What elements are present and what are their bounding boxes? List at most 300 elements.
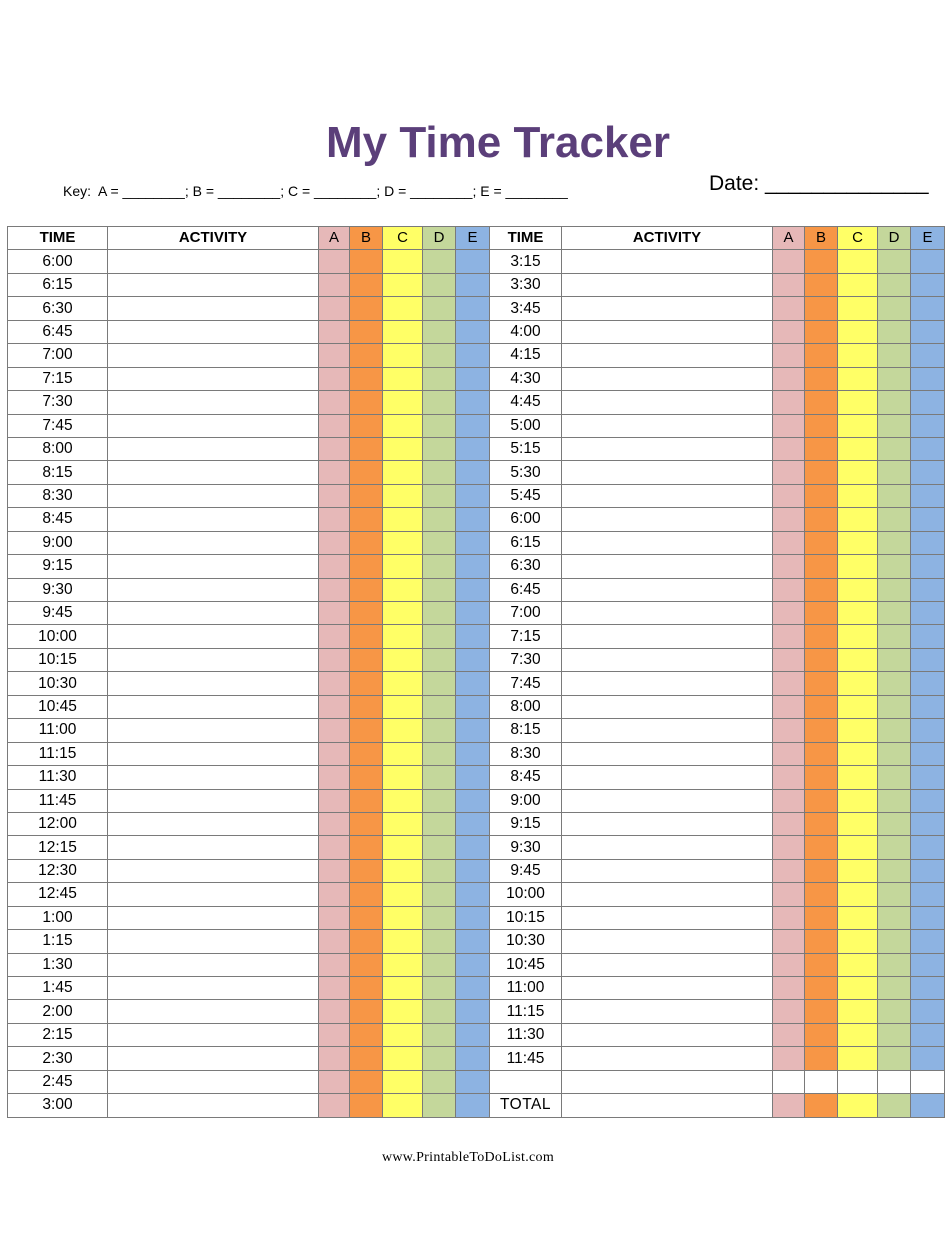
activity-cell[interactable]: [562, 789, 773, 812]
category-d-cell[interactable]: [423, 883, 456, 906]
category-d-cell[interactable]: [878, 273, 911, 296]
category-a-cell[interactable]: [319, 766, 350, 789]
category-a-cell[interactable]: [319, 414, 350, 437]
category-e-cell[interactable]: [456, 812, 490, 835]
category-b-cell[interactable]: [805, 250, 838, 273]
category-d-cell[interactable]: [423, 1023, 456, 1046]
category-b-cell[interactable]: [350, 1070, 383, 1093]
category-d-cell[interactable]: [423, 391, 456, 414]
category-b-cell[interactable]: [350, 953, 383, 976]
category-c-cell[interactable]: [838, 437, 878, 460]
category-d-cell[interactable]: [878, 1070, 911, 1093]
category-c-cell[interactable]: [383, 391, 423, 414]
category-d-cell[interactable]: [423, 625, 456, 648]
category-c-cell[interactable]: [838, 414, 878, 437]
activity-cell[interactable]: [108, 578, 319, 601]
category-d-cell[interactable]: [423, 250, 456, 273]
activity-cell[interactable]: [562, 250, 773, 273]
category-a-cell[interactable]: [773, 578, 805, 601]
category-d-cell[interactable]: [423, 695, 456, 718]
category-c-cell[interactable]: [838, 930, 878, 953]
category-a-cell[interactable]: [773, 602, 805, 625]
category-a-cell[interactable]: [773, 320, 805, 343]
category-e-cell[interactable]: [456, 1023, 490, 1046]
category-a-cell[interactable]: [319, 930, 350, 953]
category-e-cell[interactable]: [456, 602, 490, 625]
activity-cell[interactable]: [108, 625, 319, 648]
category-d-cell[interactable]: [423, 1047, 456, 1070]
category-d-cell[interactable]: [878, 555, 911, 578]
category-e-cell[interactable]: [456, 1094, 490, 1117]
category-e-cell[interactable]: [456, 1000, 490, 1023]
category-b-cell[interactable]: [805, 367, 838, 390]
category-b-cell[interactable]: [350, 344, 383, 367]
category-b-cell[interactable]: [805, 602, 838, 625]
category-a-cell[interactable]: [773, 906, 805, 929]
category-c-cell[interactable]: [838, 766, 878, 789]
category-b-cell[interactable]: [350, 859, 383, 882]
category-a-cell[interactable]: [773, 391, 805, 414]
category-b-cell[interactable]: [805, 836, 838, 859]
activity-cell[interactable]: [108, 508, 319, 531]
category-b-cell[interactable]: [350, 1047, 383, 1070]
category-b-cell[interactable]: [805, 508, 838, 531]
category-e-cell[interactable]: [456, 531, 490, 554]
category-e-cell[interactable]: [456, 836, 490, 859]
category-a-cell[interactable]: [773, 273, 805, 296]
category-b-cell[interactable]: [805, 391, 838, 414]
category-d-cell[interactable]: [423, 648, 456, 671]
category-a-cell[interactable]: [319, 391, 350, 414]
category-c-cell[interactable]: [383, 414, 423, 437]
category-c-cell[interactable]: [383, 953, 423, 976]
category-b-cell[interactable]: [350, 719, 383, 742]
activity-cell[interactable]: [562, 742, 773, 765]
category-c-cell[interactable]: [383, 1000, 423, 1023]
category-b-cell[interactable]: [350, 1094, 383, 1117]
activity-cell[interactable]: [562, 906, 773, 929]
category-b-cell[interactable]: [350, 812, 383, 835]
category-a-cell[interactable]: [319, 836, 350, 859]
category-e-cell[interactable]: [911, 930, 945, 953]
category-a-cell[interactable]: [773, 1070, 805, 1093]
activity-cell[interactable]: [562, 625, 773, 648]
category-a-cell[interactable]: [319, 250, 350, 273]
category-b-cell[interactable]: [350, 391, 383, 414]
category-a-cell[interactable]: [773, 555, 805, 578]
category-a-cell[interactable]: [319, 859, 350, 882]
total-b-cell[interactable]: [805, 1094, 838, 1117]
category-c-cell[interactable]: [383, 719, 423, 742]
category-e-cell[interactable]: [911, 602, 945, 625]
category-a-cell[interactable]: [773, 250, 805, 273]
category-d-cell[interactable]: [423, 859, 456, 882]
category-a-cell[interactable]: [773, 930, 805, 953]
category-d-cell[interactable]: [878, 719, 911, 742]
category-e-cell[interactable]: [456, 578, 490, 601]
category-d-cell[interactable]: [423, 297, 456, 320]
activity-cell[interactable]: [108, 273, 319, 296]
category-a-cell[interactable]: [319, 1023, 350, 1046]
category-e-cell[interactable]: [456, 859, 490, 882]
category-e-cell[interactable]: [456, 977, 490, 1000]
category-c-cell[interactable]: [838, 344, 878, 367]
category-d-cell[interactable]: [878, 250, 911, 273]
category-a-cell[interactable]: [773, 367, 805, 390]
category-e-cell[interactable]: [911, 789, 945, 812]
activity-cell[interactable]: [108, 906, 319, 929]
category-e-cell[interactable]: [456, 320, 490, 343]
category-c-cell[interactable]: [838, 789, 878, 812]
category-a-cell[interactable]: [773, 344, 805, 367]
category-e-cell[interactable]: [456, 930, 490, 953]
category-b-cell[interactable]: [350, 484, 383, 507]
category-b-cell[interactable]: [805, 672, 838, 695]
category-c-cell[interactable]: [383, 742, 423, 765]
category-e-cell[interactable]: [456, 461, 490, 484]
category-b-cell[interactable]: [805, 1000, 838, 1023]
category-b-cell[interactable]: [350, 742, 383, 765]
total-d-cell[interactable]: [878, 1094, 911, 1117]
category-e-cell[interactable]: [911, 836, 945, 859]
category-b-cell[interactable]: [350, 977, 383, 1000]
category-e-cell[interactable]: [456, 437, 490, 460]
activity-cell[interactable]: [562, 672, 773, 695]
category-e-cell[interactable]: [911, 859, 945, 882]
activity-cell[interactable]: [562, 461, 773, 484]
category-c-cell[interactable]: [383, 344, 423, 367]
category-d-cell[interactable]: [423, 320, 456, 343]
category-a-cell[interactable]: [773, 625, 805, 648]
category-a-cell[interactable]: [319, 789, 350, 812]
category-d-cell[interactable]: [878, 906, 911, 929]
category-e-cell[interactable]: [911, 1070, 945, 1093]
activity-cell[interactable]: [108, 672, 319, 695]
category-e-cell[interactable]: [456, 695, 490, 718]
category-e-cell[interactable]: [456, 1070, 490, 1093]
category-e-cell[interactable]: [911, 367, 945, 390]
category-c-cell[interactable]: [383, 250, 423, 273]
category-e-cell[interactable]: [911, 977, 945, 1000]
category-e-cell[interactable]: [911, 953, 945, 976]
category-a-cell[interactable]: [773, 1023, 805, 1046]
category-c-cell[interactable]: [838, 906, 878, 929]
category-d-cell[interactable]: [423, 461, 456, 484]
category-a-cell[interactable]: [319, 648, 350, 671]
activity-cell[interactable]: [562, 602, 773, 625]
category-c-cell[interactable]: [383, 625, 423, 648]
category-d-cell[interactable]: [878, 1047, 911, 1070]
category-c-cell[interactable]: [838, 1070, 878, 1093]
category-c-cell[interactable]: [838, 883, 878, 906]
category-c-cell[interactable]: [383, 930, 423, 953]
category-a-cell[interactable]: [319, 625, 350, 648]
category-e-cell[interactable]: [911, 648, 945, 671]
category-d-cell[interactable]: [423, 555, 456, 578]
category-c-cell[interactable]: [838, 859, 878, 882]
category-b-cell[interactable]: [350, 461, 383, 484]
category-e-cell[interactable]: [911, 437, 945, 460]
category-c-cell[interactable]: [838, 812, 878, 835]
category-d-cell[interactable]: [878, 930, 911, 953]
category-a-cell[interactable]: [319, 1047, 350, 1070]
category-e-cell[interactable]: [456, 625, 490, 648]
activity-cell[interactable]: [108, 391, 319, 414]
activity-cell[interactable]: [562, 930, 773, 953]
category-b-cell[interactable]: [350, 789, 383, 812]
category-c-cell[interactable]: [383, 461, 423, 484]
activity-cell[interactable]: [562, 695, 773, 718]
category-c-cell[interactable]: [383, 672, 423, 695]
category-e-cell[interactable]: [456, 648, 490, 671]
category-b-cell[interactable]: [350, 555, 383, 578]
category-c-cell[interactable]: [838, 578, 878, 601]
category-e-cell[interactable]: [456, 906, 490, 929]
category-b-cell[interactable]: [350, 766, 383, 789]
category-d-cell[interactable]: [878, 883, 911, 906]
category-b-cell[interactable]: [805, 461, 838, 484]
category-e-cell[interactable]: [911, 461, 945, 484]
category-a-cell[interactable]: [319, 883, 350, 906]
category-c-cell[interactable]: [383, 297, 423, 320]
activity-cell[interactable]: [562, 273, 773, 296]
category-d-cell[interactable]: [878, 367, 911, 390]
activity-cell[interactable]: [562, 766, 773, 789]
category-c-cell[interactable]: [383, 367, 423, 390]
category-b-cell[interactable]: [350, 836, 383, 859]
category-b-cell[interactable]: [805, 625, 838, 648]
activity-cell[interactable]: [108, 461, 319, 484]
activity-cell[interactable]: [108, 719, 319, 742]
activity-cell[interactable]: [108, 953, 319, 976]
category-d-cell[interactable]: [878, 1023, 911, 1046]
category-e-cell[interactable]: [911, 719, 945, 742]
category-d-cell[interactable]: [423, 812, 456, 835]
category-e-cell[interactable]: [911, 555, 945, 578]
category-b-cell[interactable]: [350, 695, 383, 718]
category-d-cell[interactable]: [423, 484, 456, 507]
category-b-cell[interactable]: [805, 906, 838, 929]
category-e-cell[interactable]: [456, 508, 490, 531]
category-b-cell[interactable]: [805, 859, 838, 882]
category-a-cell[interactable]: [773, 883, 805, 906]
category-b-cell[interactable]: [350, 508, 383, 531]
category-c-cell[interactable]: [838, 320, 878, 343]
category-c-cell[interactable]: [838, 602, 878, 625]
category-d-cell[interactable]: [423, 508, 456, 531]
category-a-cell[interactable]: [773, 414, 805, 437]
category-b-cell[interactable]: [805, 320, 838, 343]
category-d-cell[interactable]: [878, 789, 911, 812]
category-a-cell[interactable]: [319, 977, 350, 1000]
activity-cell[interactable]: [108, 367, 319, 390]
category-a-cell[interactable]: [319, 461, 350, 484]
activity-cell[interactable]: [108, 320, 319, 343]
activity-cell[interactable]: [562, 1047, 773, 1070]
activity-cell[interactable]: [108, 1047, 319, 1070]
category-e-cell[interactable]: [456, 742, 490, 765]
category-e-cell[interactable]: [456, 391, 490, 414]
category-e-cell[interactable]: [456, 953, 490, 976]
category-a-cell[interactable]: [773, 531, 805, 554]
activity-cell[interactable]: [108, 859, 319, 882]
category-d-cell[interactable]: [878, 1000, 911, 1023]
category-a-cell[interactable]: [319, 1070, 350, 1093]
activity-cell[interactable]: [562, 297, 773, 320]
category-c-cell[interactable]: [383, 1094, 423, 1117]
activity-cell[interactable]: [562, 367, 773, 390]
category-d-cell[interactable]: [878, 437, 911, 460]
category-b-cell[interactable]: [350, 297, 383, 320]
category-b-cell[interactable]: [350, 1023, 383, 1046]
category-c-cell[interactable]: [383, 484, 423, 507]
category-b-cell[interactable]: [805, 977, 838, 1000]
category-e-cell[interactable]: [456, 484, 490, 507]
category-b-cell[interactable]: [805, 531, 838, 554]
category-a-cell[interactable]: [319, 953, 350, 976]
activity-cell[interactable]: [562, 648, 773, 671]
category-a-cell[interactable]: [773, 953, 805, 976]
category-c-cell[interactable]: [383, 1023, 423, 1046]
activity-cell[interactable]: [562, 1000, 773, 1023]
activity-cell[interactable]: [562, 859, 773, 882]
category-b-cell[interactable]: [805, 578, 838, 601]
category-e-cell[interactable]: [911, 766, 945, 789]
category-c-cell[interactable]: [383, 883, 423, 906]
category-e-cell[interactable]: [456, 414, 490, 437]
activity-cell[interactable]: [108, 883, 319, 906]
activity-cell[interactable]: [562, 953, 773, 976]
category-d-cell[interactable]: [878, 648, 911, 671]
category-a-cell[interactable]: [319, 578, 350, 601]
category-b-cell[interactable]: [805, 1047, 838, 1070]
category-c-cell[interactable]: [838, 977, 878, 1000]
category-a-cell[interactable]: [319, 555, 350, 578]
category-e-cell[interactable]: [911, 531, 945, 554]
category-c-cell[interactable]: [383, 648, 423, 671]
category-b-cell[interactable]: [805, 812, 838, 835]
category-a-cell[interactable]: [773, 695, 805, 718]
category-c-cell[interactable]: [838, 508, 878, 531]
category-d-cell[interactable]: [878, 695, 911, 718]
category-a-cell[interactable]: [319, 484, 350, 507]
category-e-cell[interactable]: [456, 672, 490, 695]
total-c-cell[interactable]: [838, 1094, 878, 1117]
category-a-cell[interactable]: [773, 297, 805, 320]
category-a-cell[interactable]: [773, 836, 805, 859]
category-c-cell[interactable]: [383, 836, 423, 859]
category-a-cell[interactable]: [319, 297, 350, 320]
category-b-cell[interactable]: [805, 695, 838, 718]
category-b-cell[interactable]: [805, 414, 838, 437]
category-a-cell[interactable]: [773, 484, 805, 507]
category-c-cell[interactable]: [838, 836, 878, 859]
category-b-cell[interactable]: [805, 1023, 838, 1046]
activity-cell[interactable]: [562, 883, 773, 906]
category-e-cell[interactable]: [456, 344, 490, 367]
category-b-cell[interactable]: [805, 883, 838, 906]
category-e-cell[interactable]: [456, 766, 490, 789]
category-e-cell[interactable]: [456, 789, 490, 812]
category-d-cell[interactable]: [878, 766, 911, 789]
category-c-cell[interactable]: [383, 602, 423, 625]
category-e-cell[interactable]: [911, 625, 945, 648]
category-d-cell[interactable]: [878, 602, 911, 625]
category-a-cell[interactable]: [319, 320, 350, 343]
category-b-cell[interactable]: [805, 742, 838, 765]
category-d-cell[interactable]: [878, 297, 911, 320]
category-a-cell[interactable]: [319, 812, 350, 835]
activity-cell[interactable]: [562, 344, 773, 367]
category-d-cell[interactable]: [423, 602, 456, 625]
category-e-cell[interactable]: [456, 555, 490, 578]
activity-cell[interactable]: [108, 789, 319, 812]
activity-cell[interactable]: [108, 1094, 319, 1117]
category-d-cell[interactable]: [878, 836, 911, 859]
category-d-cell[interactable]: [423, 719, 456, 742]
category-e-cell[interactable]: [911, 883, 945, 906]
category-e-cell[interactable]: [911, 672, 945, 695]
activity-cell[interactable]: [562, 578, 773, 601]
activity-cell[interactable]: [562, 484, 773, 507]
category-a-cell[interactable]: [773, 648, 805, 671]
category-e-cell[interactable]: [911, 578, 945, 601]
category-e-cell[interactable]: [911, 391, 945, 414]
category-a-cell[interactable]: [319, 742, 350, 765]
category-c-cell[interactable]: [383, 578, 423, 601]
category-c-cell[interactable]: [838, 1023, 878, 1046]
category-c-cell[interactable]: [383, 812, 423, 835]
category-a-cell[interactable]: [319, 906, 350, 929]
category-b-cell[interactable]: [350, 531, 383, 554]
category-d-cell[interactable]: [423, 930, 456, 953]
category-d-cell[interactable]: [878, 391, 911, 414]
category-a-cell[interactable]: [319, 367, 350, 390]
category-b-cell[interactable]: [350, 367, 383, 390]
category-e-cell[interactable]: [911, 344, 945, 367]
activity-cell[interactable]: [108, 1023, 319, 1046]
category-e-cell[interactable]: [911, 484, 945, 507]
category-b-cell[interactable]: [350, 625, 383, 648]
category-c-cell[interactable]: [838, 672, 878, 695]
category-c-cell[interactable]: [383, 789, 423, 812]
category-d-cell[interactable]: [423, 1094, 456, 1117]
total-e-cell[interactable]: [911, 1094, 945, 1117]
activity-cell[interactable]: [108, 648, 319, 671]
category-d-cell[interactable]: [423, 578, 456, 601]
category-a-cell[interactable]: [319, 437, 350, 460]
category-a-cell[interactable]: [773, 977, 805, 1000]
category-a-cell[interactable]: [319, 695, 350, 718]
category-b-cell[interactable]: [350, 250, 383, 273]
category-e-cell[interactable]: [456, 719, 490, 742]
category-b-cell[interactable]: [350, 414, 383, 437]
category-e-cell[interactable]: [911, 695, 945, 718]
category-c-cell[interactable]: [383, 859, 423, 882]
category-d-cell[interactable]: [423, 1000, 456, 1023]
activity-cell[interactable]: [562, 1023, 773, 1046]
category-e-cell[interactable]: [911, 508, 945, 531]
category-b-cell[interactable]: [350, 672, 383, 695]
category-a-cell[interactable]: [319, 1094, 350, 1117]
category-a-cell[interactable]: [319, 672, 350, 695]
category-c-cell[interactable]: [383, 531, 423, 554]
activity-cell[interactable]: [562, 812, 773, 835]
activity-cell[interactable]: [108, 484, 319, 507]
category-e-cell[interactable]: [911, 1023, 945, 1046]
category-e-cell[interactable]: [911, 320, 945, 343]
category-c-cell[interactable]: [838, 1047, 878, 1070]
